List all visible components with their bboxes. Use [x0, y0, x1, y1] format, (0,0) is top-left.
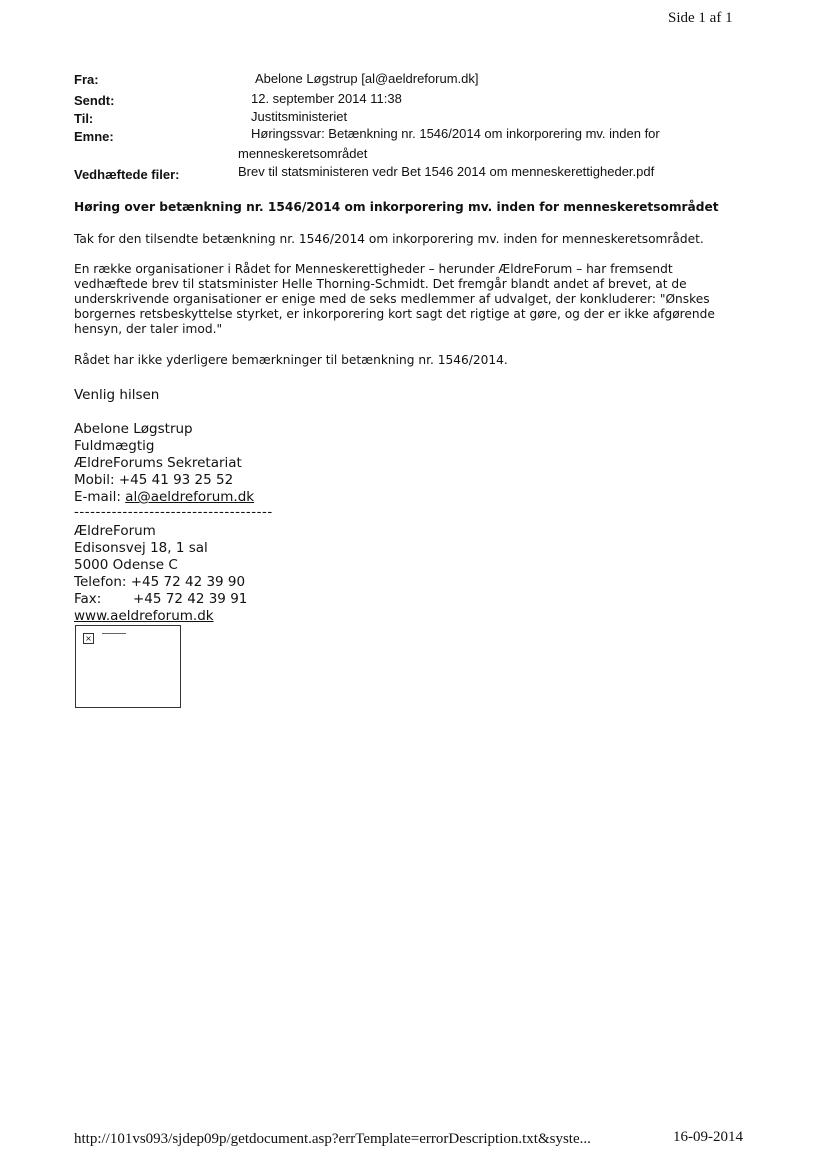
org-name: ÆldreForum [74, 523, 156, 539]
paragraph-3: Rådet har ikke yderligere bemærkninger til betænkning nr. 1546/2014. [74, 353, 508, 367]
to-label: Til: [74, 111, 94, 126]
address-line2: 5000 Odense C [74, 557, 178, 573]
paragraph-2: En række organisationer i Rådet for Menneskerettigheder – herunder ÆldreForum – har fremsendt vedhæftede brev til statsminister Helle Thorning-Schmidt. Det fremgår blandt andet af brevet, at de underskrivende organisationer er enige med de seks medlemmer af udvalget, der konkluderer: "Ønskes borgernes retsbeskyttelse styrket, er inkorporering kort sagt det rigtige at gøre, og der er ikke afgørende hensyn, der taler imod." [74, 262, 715, 336]
page-indicator: Side 1 af 1 [668, 10, 733, 26]
signature-name: Abelone Løgstrup [74, 421, 193, 437]
signature-organization: ÆldreForums Sekretariat [74, 455, 242, 471]
subject-value-line2: menneskeretsområdet [238, 146, 368, 161]
footer-date: 16-09-2014 [673, 1129, 743, 1145]
signature-fax [74, 591, 247, 608]
message-heading: Høring over betænkning nr. 1546/2014 om inkorporering mv. inden for menneskeretsområdet [74, 200, 719, 214]
broken-image-dash [102, 633, 126, 634]
website-link[interactable]: www.aeldreforum.dk [74, 608, 214, 624]
signature-title: Fuldmægtig [74, 438, 155, 454]
paragraph-1: Tak for den tilsendte betænkning nr. 1546/2014 om inkorporering mv. inden for menneskeretsområdet. [74, 232, 704, 246]
email-link[interactable]: al@aeldreforum.dk [125, 489, 255, 505]
subject-label: Emne: [74, 129, 114, 144]
mobile-label: Mobil: [74, 472, 119, 488]
fax-number: +45 72 42 39 91 [133, 591, 248, 607]
signature-phone [74, 574, 245, 591]
from-value: Abelone Løgstrup [al@aeldreforum.dk] [255, 71, 479, 86]
signature-mobile [74, 472, 233, 489]
phone-number: +45 72 42 39 90 [130, 574, 246, 590]
attachment-link[interactable]: Brev til statsministeren vedr Bet 1546 2014 om menneskerettigheder.pdf [238, 164, 655, 179]
email-label: E-mail: [74, 489, 126, 505]
address-line1: Edisonsvej 18, 1 sal [74, 540, 208, 556]
closing: Venlig hilsen [74, 387, 160, 403]
to-value: Justitsministeriet [251, 109, 348, 124]
mobile-number: +45 41 93 25 52 [118, 472, 234, 488]
from-label: Fra: [74, 72, 99, 87]
broken-image [75, 625, 181, 708]
fax-label: Fax: [74, 591, 102, 607]
sent-value: 12. september 2014 11:38 [251, 91, 402, 106]
attachments-label: Vedhæftede filer: [74, 167, 180, 182]
subject-value-line1: Høringssvar: Betænkning nr. 1546/2014 om inkorporering mv. inden for [251, 126, 660, 141]
sent-label: Sendt: [74, 93, 115, 108]
phone-label: Telefon: [74, 574, 131, 590]
signature-separator: ------------------------------------- [74, 504, 273, 520]
broken-image-icon: × [83, 633, 94, 644]
footer-url: http://101vs093/sjdep09p/getdocument.asp?errTemplate=errorDescription.txt&syste... [74, 1131, 591, 1147]
